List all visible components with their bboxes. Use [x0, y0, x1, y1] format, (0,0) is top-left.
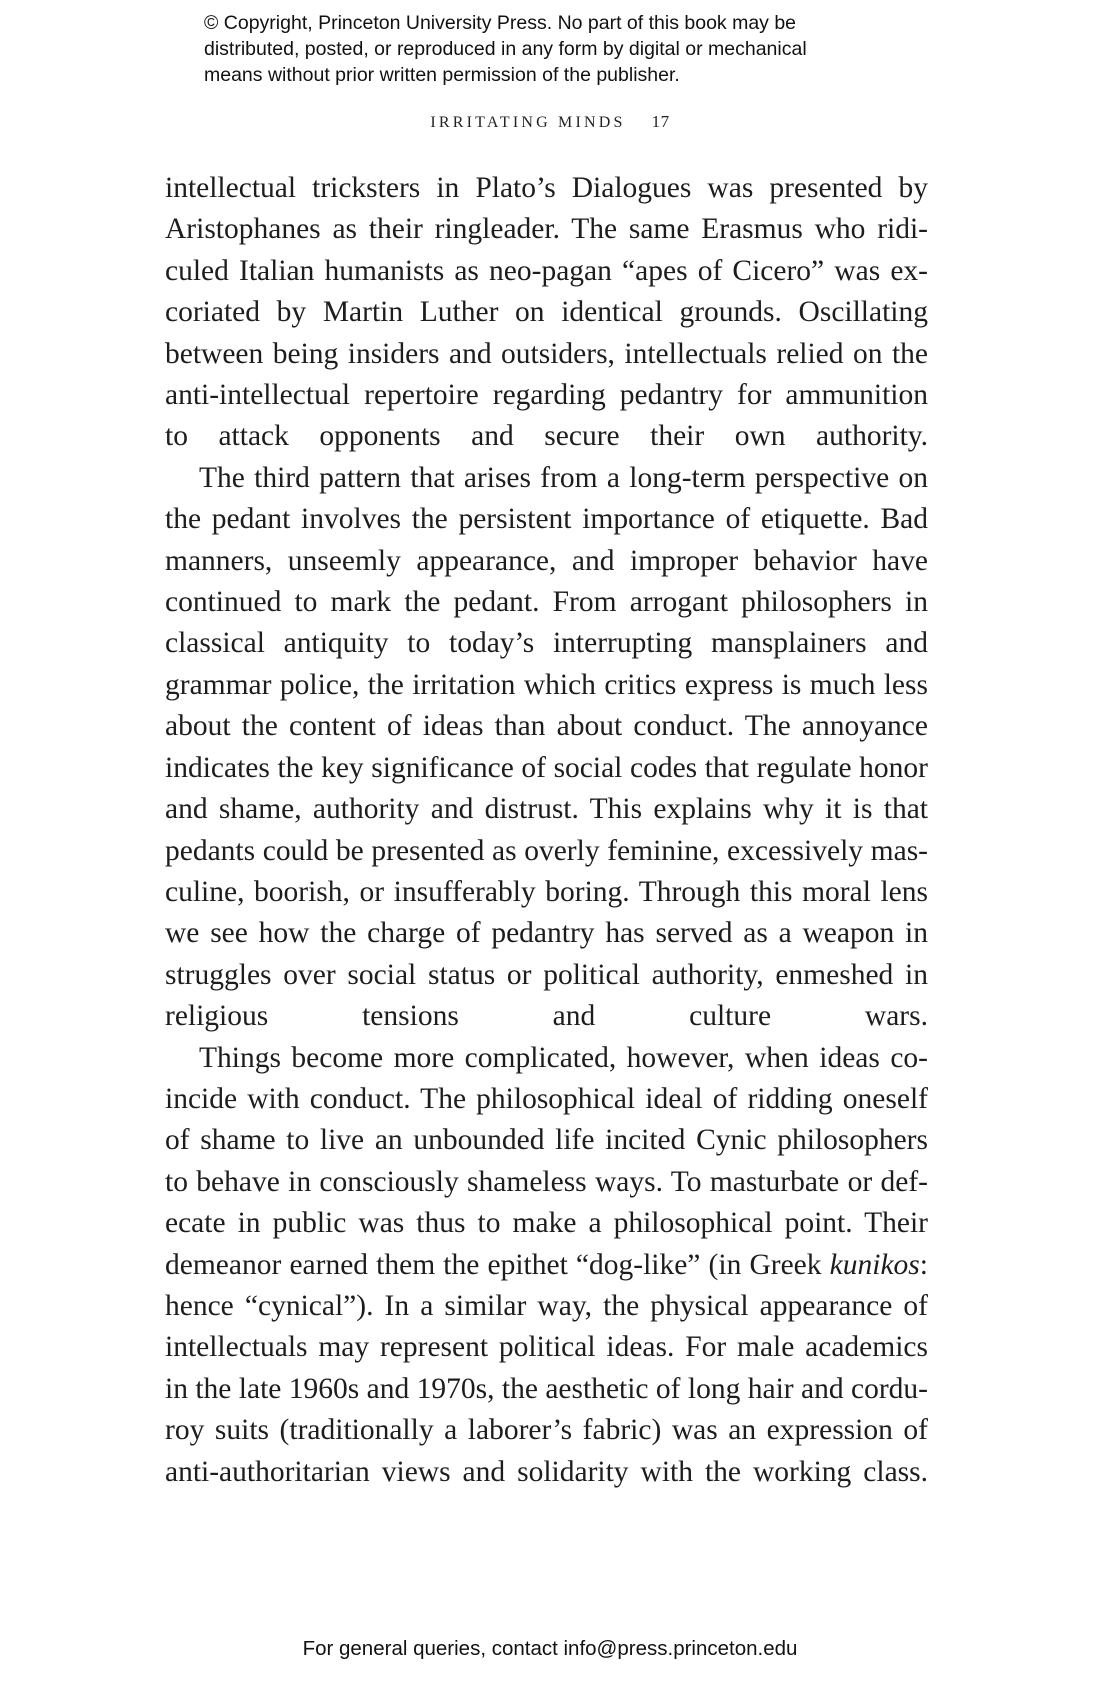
text-line-with-italic [165, 1245, 928, 1286]
text-line: manners, unseemly appearance, and improper behavior have [165, 544, 928, 577]
copyright-notice [204, 10, 964, 88]
page-number: 17 [651, 112, 670, 131]
text-line: between being insiders and outsiders, intellectuals relied on the [165, 337, 928, 370]
text-line: of shame to live an unbounded life incited Cynic philosophers [165, 1124, 928, 1157]
paragraph [165, 458, 928, 1038]
text-line: hence “cynical”). In a similar way, the physical appearance of [165, 1289, 928, 1322]
text-line: continued to mark the pedant. From arrogant philosophers in [165, 586, 928, 619]
text-line: intellectual tricksters in Plato’s Dialogues was presented by [165, 172, 928, 204]
text-line: ecate in public was thus to make a philosophical point. Their [165, 1207, 928, 1240]
footer-contact: For general queries, contact info@press.princeton.edu [302, 1637, 798, 1660]
paragraph [165, 1038, 928, 1493]
text-line: culed Italian humanists as neo-pagan “apes of Cicero” was ex- [165, 254, 928, 287]
text-line: we see how the charge of pedantry has served as a weapon in [165, 917, 928, 950]
text-line: Things become more complicated, however, when ideas co- [199, 1041, 928, 1074]
copyright-line: distributed, posted, or reproduced in any form by digital or mechanical [204, 38, 807, 60]
text-line: roy suits (traditionally a laborer’s fabric) was an expression of [165, 1414, 928, 1447]
text-line: to behave in consciously shameless ways. To masturbate or def- [165, 1165, 928, 1198]
text-line: in the late 1960s and 1970s, the aesthetic of long hair and cordu- [165, 1372, 928, 1405]
text-line: and shame, authority and distrust. This explains why it is that [165, 793, 928, 826]
text-line: religious tensions and culture wars. [165, 1000, 928, 1033]
text-line: grammar police, the irritation which critics express is much less [165, 668, 928, 701]
copyright-line: © Copyright, Princeton University Press. No part of this book may be [204, 12, 797, 34]
text-line: about the content of ideas than about conduct. The annoyance [165, 710, 928, 743]
running-head [0, 112, 1100, 132]
running-head-title: IRRITATING MINDS [430, 114, 626, 131]
text-line: intellectuals may represent political ideas. For male academics [165, 1331, 928, 1364]
text-line: culine, boorish, or insufferably boring. Through this moral lens [165, 875, 928, 908]
text-line: to attack opponents and secure their own authority. [165, 420, 928, 453]
text-line: anti-intellectual repertoire regarding pedantry for ammunition [165, 379, 928, 412]
text-line: pedants could be presented as overly feminine, excessively mas- [165, 834, 928, 867]
italic-term: kunikos [829, 1248, 920, 1281]
body-text [165, 168, 928, 1493]
paragraph [165, 168, 928, 458]
copyright-line: means without prior written permission of the publisher. [204, 64, 680, 86]
text-line: coriated by Martin Luther on identical grounds. Oscillating [165, 296, 928, 329]
text-line: indicates the key significance of social codes that regulate honor [165, 751, 928, 784]
text-fragment: demeanor earned them the epithet “dog-like” (in Greek [165, 1248, 830, 1281]
text-line: Aristophanes as their ringleader. The same Erasmus who ridi- [165, 213, 928, 246]
text-fragment: : [919, 1248, 928, 1281]
text-line: struggles over social status or political authority, enmeshed in [165, 958, 928, 991]
text-line: classical antiquity to today’s interrupting mansplainers and [165, 627, 928, 660]
text-line: anti-authoritarian views and solidarity with the working class. [165, 1455, 928, 1488]
text-line: The third pattern that arises from a long-term perspective on [199, 461, 928, 494]
text-line: the pedant involves the persistent importance of etiquette. Bad [165, 503, 928, 536]
text-line: incide with conduct. The philosophical ideal of ridding oneself [165, 1082, 928, 1115]
